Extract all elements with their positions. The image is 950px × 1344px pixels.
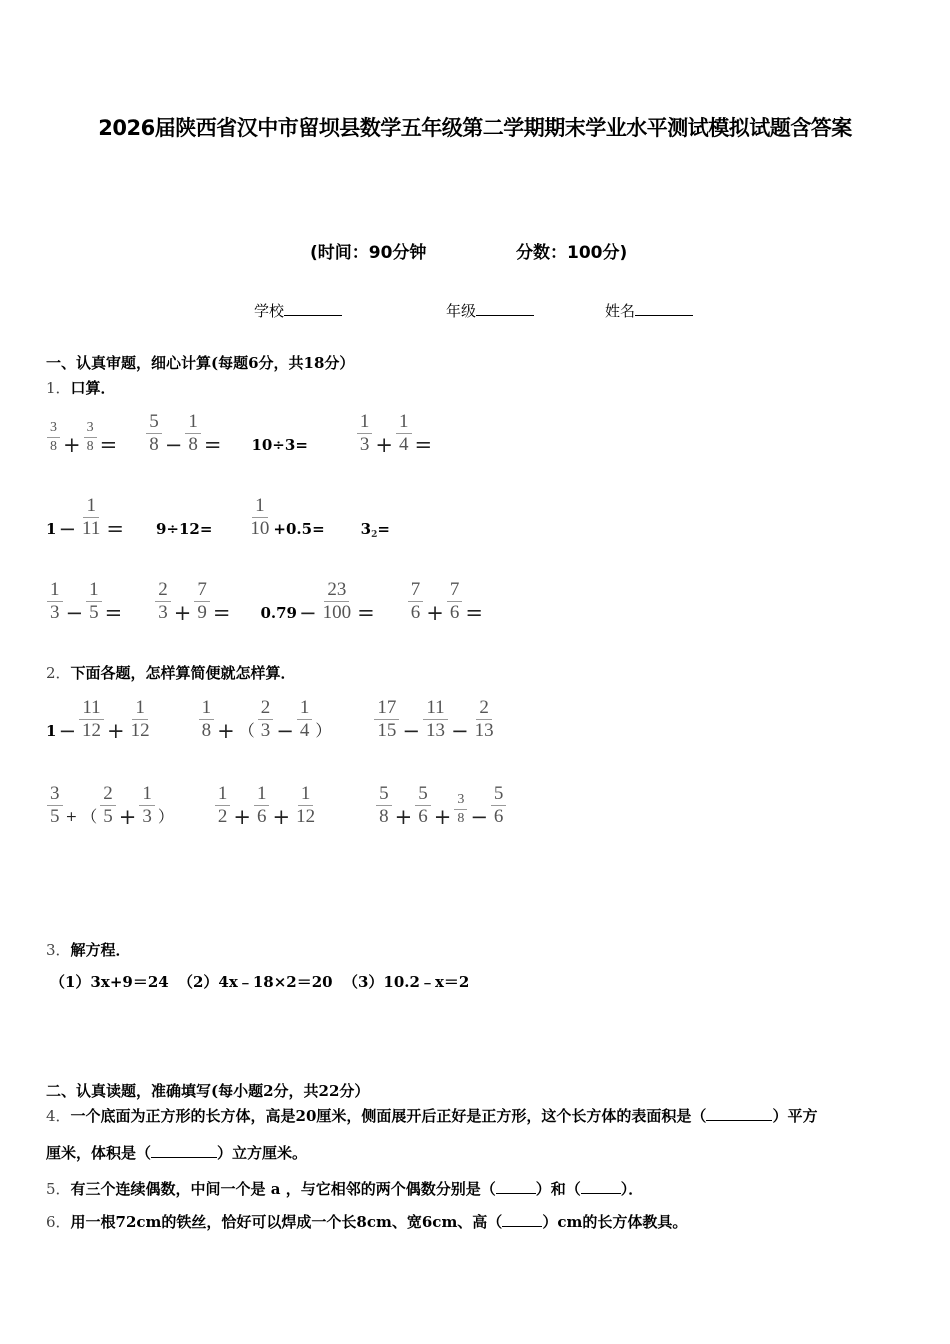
fraction: $\frac{3}{8}$ bbox=[47, 419, 60, 456]
expression: $\frac{1}{3}$ − $\frac{1}{5}$ = bbox=[46, 579, 124, 624]
q1-row-3 bbox=[46, 574, 485, 624]
fraction: $\frac{1}{3}$ bbox=[47, 579, 63, 624]
q1-row-1 bbox=[46, 406, 434, 456]
grade-blank[interactable] bbox=[476, 301, 534, 316]
fraction: $\frac{1}{10}$ bbox=[250, 495, 270, 539]
question-text: ）和（ bbox=[535, 1180, 581, 1198]
expression: 10÷3= bbox=[251, 436, 308, 454]
equation-1: （1）3x+9＝24 bbox=[50, 973, 169, 991]
question-text: 一个底面为正方形的长方体，高是20厘米，侧面展开后正好是正方形，这个长方体的表面积是（ bbox=[70, 1107, 707, 1125]
answer-blank[interactable] bbox=[496, 1179, 536, 1194]
question-6 bbox=[46, 1211, 687, 1232]
expression: $\frac{3}{8}$ + $\frac{3}{8}$ = bbox=[46, 419, 119, 456]
expression: 0.79 − $\frac{23}{100}$ = bbox=[260, 579, 375, 625]
q1-row-2 bbox=[46, 490, 390, 540]
section-2-heading: 二、认真读题，准确填写(每小题2分，共22分） bbox=[46, 1082, 370, 1100]
question-text: 下面各题，怎样算简便就怎样算． bbox=[70, 664, 296, 682]
expression: $\frac{3}{5}$ + （ $\frac{2}{5}$ + $\frac{1}{3}$ ） bbox=[46, 783, 176, 828]
fraction: $\frac{17}{15}$ bbox=[374, 697, 399, 742]
expression: 1 − $\frac{11}{12}$ + $\frac{1}{12}$ bbox=[46, 697, 154, 742]
name-field[interactable] bbox=[605, 300, 693, 321]
question-3 bbox=[46, 939, 131, 960]
question-number: 4． bbox=[46, 1107, 71, 1125]
section-1-heading: 一、认真审题，细心计算(每题6分，共18分） bbox=[46, 354, 355, 372]
school-blank[interactable] bbox=[284, 301, 342, 316]
answer-blank[interactable] bbox=[581, 1179, 621, 1194]
name-label: 姓名 bbox=[605, 302, 636, 320]
exam-time: (时间：90分钟 bbox=[310, 243, 427, 263]
fraction: $\frac{11}{13}$ bbox=[423, 697, 448, 742]
fraction: $\frac{1}{4}$ bbox=[297, 697, 313, 742]
fraction: $\frac{1}{4}$ bbox=[396, 411, 412, 456]
question-number: 6． bbox=[46, 1213, 71, 1231]
fraction: $\frac{5}{6}$ bbox=[491, 783, 507, 828]
school-label: 学校 bbox=[254, 302, 285, 320]
fraction: $\frac{7}{6}$ bbox=[447, 579, 463, 624]
question-text: ）平方 bbox=[772, 1107, 818, 1125]
fraction: $\frac{1}{12}$ bbox=[130, 697, 150, 741]
question-4 bbox=[46, 1105, 817, 1126]
expression: $\frac{1}{3}$ + $\frac{1}{4}$ = bbox=[356, 411, 434, 456]
fraction: $\frac{1}{3}$ bbox=[357, 411, 373, 456]
question-text: ）． bbox=[620, 1180, 644, 1198]
question-text: 有三个连续偶数，中间一个是 a ，与它相邻的两个偶数分别是（ bbox=[70, 1180, 496, 1198]
question-text: 厘米，体积是（ bbox=[46, 1144, 152, 1162]
name-blank[interactable] bbox=[635, 301, 693, 316]
question-number: 5． bbox=[46, 1180, 71, 1198]
fraction: $\frac{1}{3}$ bbox=[139, 783, 155, 828]
fraction: $\frac{1}{8}$ bbox=[185, 411, 201, 456]
expression: 9÷12= bbox=[155, 520, 213, 538]
fraction: $\frac{5}{8}$ bbox=[146, 411, 162, 456]
fraction: $\frac{3}{5}$ bbox=[47, 783, 63, 828]
question-1 bbox=[46, 377, 116, 398]
question-4-cont bbox=[46, 1142, 307, 1163]
expression: $\frac{5}{8}$ − $\frac{1}{8}$ = bbox=[145, 411, 223, 456]
equation-3: （3）10.2﹣x＝2 bbox=[343, 973, 470, 991]
fraction: $\frac{2}{3}$ bbox=[258, 697, 274, 742]
fraction: $\frac{11}{12}$ bbox=[79, 697, 104, 742]
fraction: $\frac{1}{2}$ bbox=[215, 783, 231, 828]
fraction: $\frac{2}{5}$ bbox=[100, 783, 116, 828]
question-2 bbox=[46, 662, 296, 683]
question-text: 解方程． bbox=[70, 941, 131, 959]
fraction: $\frac{5}{8}$ bbox=[376, 783, 392, 828]
page-title: 2026届陕西省汉中市留坝县数学五年级第二学期期末学业水平测试模拟试题含答案 bbox=[98, 116, 852, 140]
q2-row-1 bbox=[46, 692, 498, 742]
fraction: $\frac{1}{8}$ bbox=[199, 697, 215, 742]
question-text: ）立方厘米。 bbox=[217, 1144, 308, 1162]
answer-blank[interactable] bbox=[151, 1143, 217, 1158]
question-number: 3． bbox=[46, 941, 71, 959]
fraction: $\frac{2}{13}$ bbox=[474, 697, 494, 741]
fraction: $\frac{5}{6}$ bbox=[415, 783, 431, 828]
expression: $\frac{17}{15}$ − $\frac{11}{13}$ − $\frac{2}{13}$ bbox=[373, 697, 497, 742]
fraction: $\frac{1}{5}$ bbox=[86, 579, 102, 624]
question-5 bbox=[46, 1178, 643, 1199]
fraction: $\frac{3}{8}$ bbox=[454, 791, 467, 828]
fraction: $\frac{2}{3}$ bbox=[155, 579, 171, 624]
school-field[interactable] bbox=[254, 300, 342, 321]
fraction: $\frac{3}{8}$ bbox=[84, 419, 97, 456]
fraction: $\frac{1}{11}$ bbox=[82, 495, 101, 539]
question-text: 用一根72cm的铁丝，恰好可以焊成一个长8cm、宽6cm、高（ bbox=[70, 1213, 503, 1231]
equation-2: （2）4x﹣18×2＝20 bbox=[178, 973, 333, 991]
expression: $\frac{7}{6}$ + $\frac{7}{6}$ = bbox=[407, 579, 485, 624]
question-text: 口算． bbox=[70, 379, 116, 397]
exam-score: 分数：100分) bbox=[516, 243, 628, 263]
q2-row-2 bbox=[46, 778, 507, 828]
question-text: ）cm的长方体教具。 bbox=[542, 1213, 688, 1231]
fraction: $\frac{7}{9}$ bbox=[194, 579, 210, 624]
expression: 3 $_2$ = bbox=[360, 520, 390, 540]
fraction: $\frac{1}{12}$ bbox=[296, 783, 316, 827]
expression: $\frac{1}{2}$ + $\frac{1}{6}$ + $\frac{1}{12}$ bbox=[214, 783, 319, 828]
answer-blank[interactable] bbox=[502, 1212, 542, 1227]
fraction: $\frac{1}{6}$ bbox=[254, 783, 270, 828]
expression: $\frac{2}{3}$ + $\frac{7}{9}$ = bbox=[154, 579, 232, 624]
fraction: $\frac{7}{6}$ bbox=[408, 579, 424, 624]
question-number: 2． bbox=[46, 664, 71, 682]
grade-label: 年级 bbox=[446, 302, 477, 320]
expression: 1 − $\frac{1}{11}$ = bbox=[46, 495, 124, 541]
expression: $\frac{5}{8}$ + $\frac{5}{6}$ + $\frac{3}{8}$ − $\frac{5}{6}$ bbox=[375, 783, 507, 828]
grade-field[interactable] bbox=[446, 300, 534, 321]
expression: $\frac{1}{8}$ + （ $\frac{2}{3}$ − $\frac{1}{4}$ ） bbox=[198, 697, 334, 742]
fraction: $\frac{23}{100}$ bbox=[322, 579, 352, 623]
question-number: 1． bbox=[46, 379, 71, 397]
expression: $\frac{1}{10}$ +0.5= bbox=[246, 495, 324, 540]
answer-blank[interactable] bbox=[706, 1106, 772, 1121]
